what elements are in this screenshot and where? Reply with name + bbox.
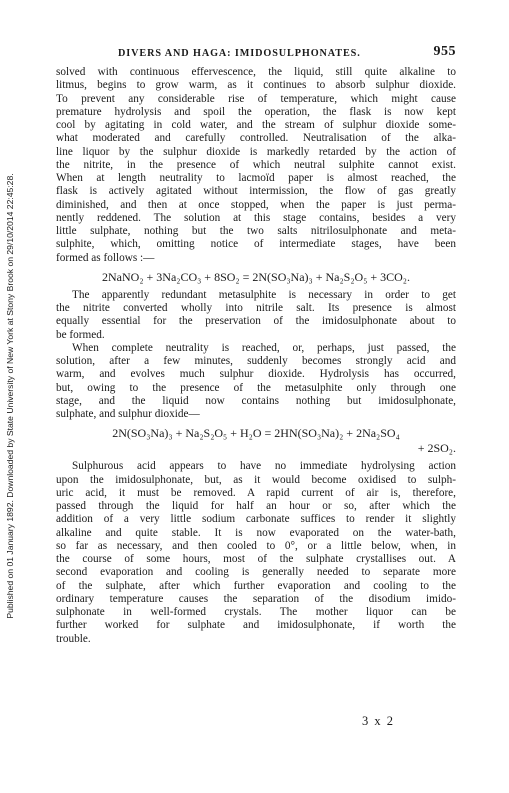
running-head: DIVERS AND HAGA: IMIDOSULPHONATES. — [118, 48, 361, 59]
page-header — [56, 44, 456, 64]
text-line: trouble. — [56, 632, 91, 645]
equation-hydrolysis-continued: + 2SO₂. — [417, 441, 456, 456]
text-line: formed as follows :— — [56, 251, 155, 264]
text-line: so far as necessary, and then cooled to 0°, or a little below, when, in — [56, 539, 456, 552]
text-line: When at length neutrality to lacmoïd paper is almost reached, the — [56, 172, 456, 184]
text-line: equally essential for the preservation of the imidosulphonate about to — [56, 315, 456, 328]
text-line: solution, after a few minutes, suddenly becomes strongly acid and — [56, 355, 456, 367]
text-line: but, owing to the presence of the metasulphite only through one — [56, 381, 456, 394]
text-line: second evaporation and cooling is generally needed to separate more — [56, 566, 456, 579]
download-notice-text: Published on 01 January 1892. Downloaded by State University of New York at Stony Brook on 29/10/2014 22:45:28. — [5, 173, 15, 619]
text-line: sulphate, and sulphur dioxide— — [56, 408, 200, 420]
text-line: uric acid, it must be removed. A rapid current of air is, therefore, — [56, 486, 456, 499]
text-line: litmus, begins to grow warm, as it continues to absorb sulphur dioxide. — [56, 79, 456, 92]
text-line: premature hydrolysis and spoil the operation, the flask is now kept — [56, 105, 456, 118]
text-line: the course of some hours, most of the sulphate crystallises out. A — [56, 553, 456, 565]
text-line: sulphonate in well-formed crystals. The mother liquor can be — [56, 606, 456, 618]
text-line: The apparently redundant metasulphite is necessary in order to get — [72, 288, 456, 301]
text-line: further worked for sulphate and imidosulphonate, if worth the — [56, 619, 456, 632]
text-line: upon the imidosulphonate, but, as it would become oxidised to sulph- — [56, 473, 456, 486]
download-notice-margin — [2, 0, 16, 793]
text-line: To prevent any considerable rise of temperature, which might cause — [56, 92, 456, 105]
text-line: cool by agitating in cold water, and the stream of sulphur dioxide some- — [56, 119, 456, 131]
text-line: Sulphurous acid appears to have no immediate hydrolysing action — [72, 460, 456, 473]
text-line: diminished, and then at once stopped, when the paper is just perma- — [56, 198, 456, 211]
text-line: of the sulphate, after which further evaporation and cooling to the — [56, 579, 456, 592]
text-line: the nitrite, in the presence of which neutral sulphite cannot exist. — [56, 158, 456, 171]
signature-mark: 3 x 2 — [362, 714, 395, 728]
text-line: little sulphate, nothing but the two salts nitrilosulphonate and meta- — [56, 225, 456, 237]
text-line: the nitrite converted wholly into nitrile salt. Its presence is almost — [56, 302, 456, 314]
text-line: nently reddened. The solution at this stage contains, besides a very — [56, 211, 456, 224]
equation-hydrolysis: 2N(SO₃Na)₃ + Na₂S₂O₅ + H₂O = 2HN(SO₃Na)₂ + 2Na₂SO₄ — [112, 426, 400, 441]
text-line: passed through the liquid for half an hour or so, after which the — [56, 500, 456, 512]
body-text — [56, 66, 456, 646]
text-line: addition of a very little sodium carbonate suffices to render it slightly — [56, 513, 456, 526]
text-line: When complete neutrality is reached, or, perhaps, just passed, the — [72, 341, 456, 354]
text-line: flask is actively agitated without intermission, the flow of gas greatly — [56, 185, 456, 198]
text-line: line liquor by the sulphur dioxide is markedly retarded by the action of — [56, 145, 456, 158]
text-line: alkaline and quite stable. It is now evaporated on the water-bath, — [56, 526, 456, 539]
text-line: what moderated and carefully controlled. Neutralisation of the alka- — [56, 132, 456, 145]
page-number: 955 — [433, 44, 456, 59]
text-line: stage, and the liquid now contains nothing but imidosulphonate, — [56, 394, 456, 407]
text-line: warm, and evolves much sulphur dioxide. Hydrolysis has occurred, — [56, 368, 456, 381]
text-line: be formed. — [56, 328, 105, 341]
text-line: ordinary temperature causes the separation of the disodium imido- — [56, 592, 456, 605]
text-line: solved with continuous effervescence, the liquid, still quite alkaline to — [56, 66, 456, 78]
equation-nitrite-reaction: 2NaNO₂ + 3Na₂CO₃ + 8SO₂ = 2N(SO₃Na)₃ + Na₂S₂O₅ + 3CO₂. — [102, 269, 410, 284]
text-line: sulphite, which, omitting notice of intermediate stages, have been — [56, 238, 456, 251]
